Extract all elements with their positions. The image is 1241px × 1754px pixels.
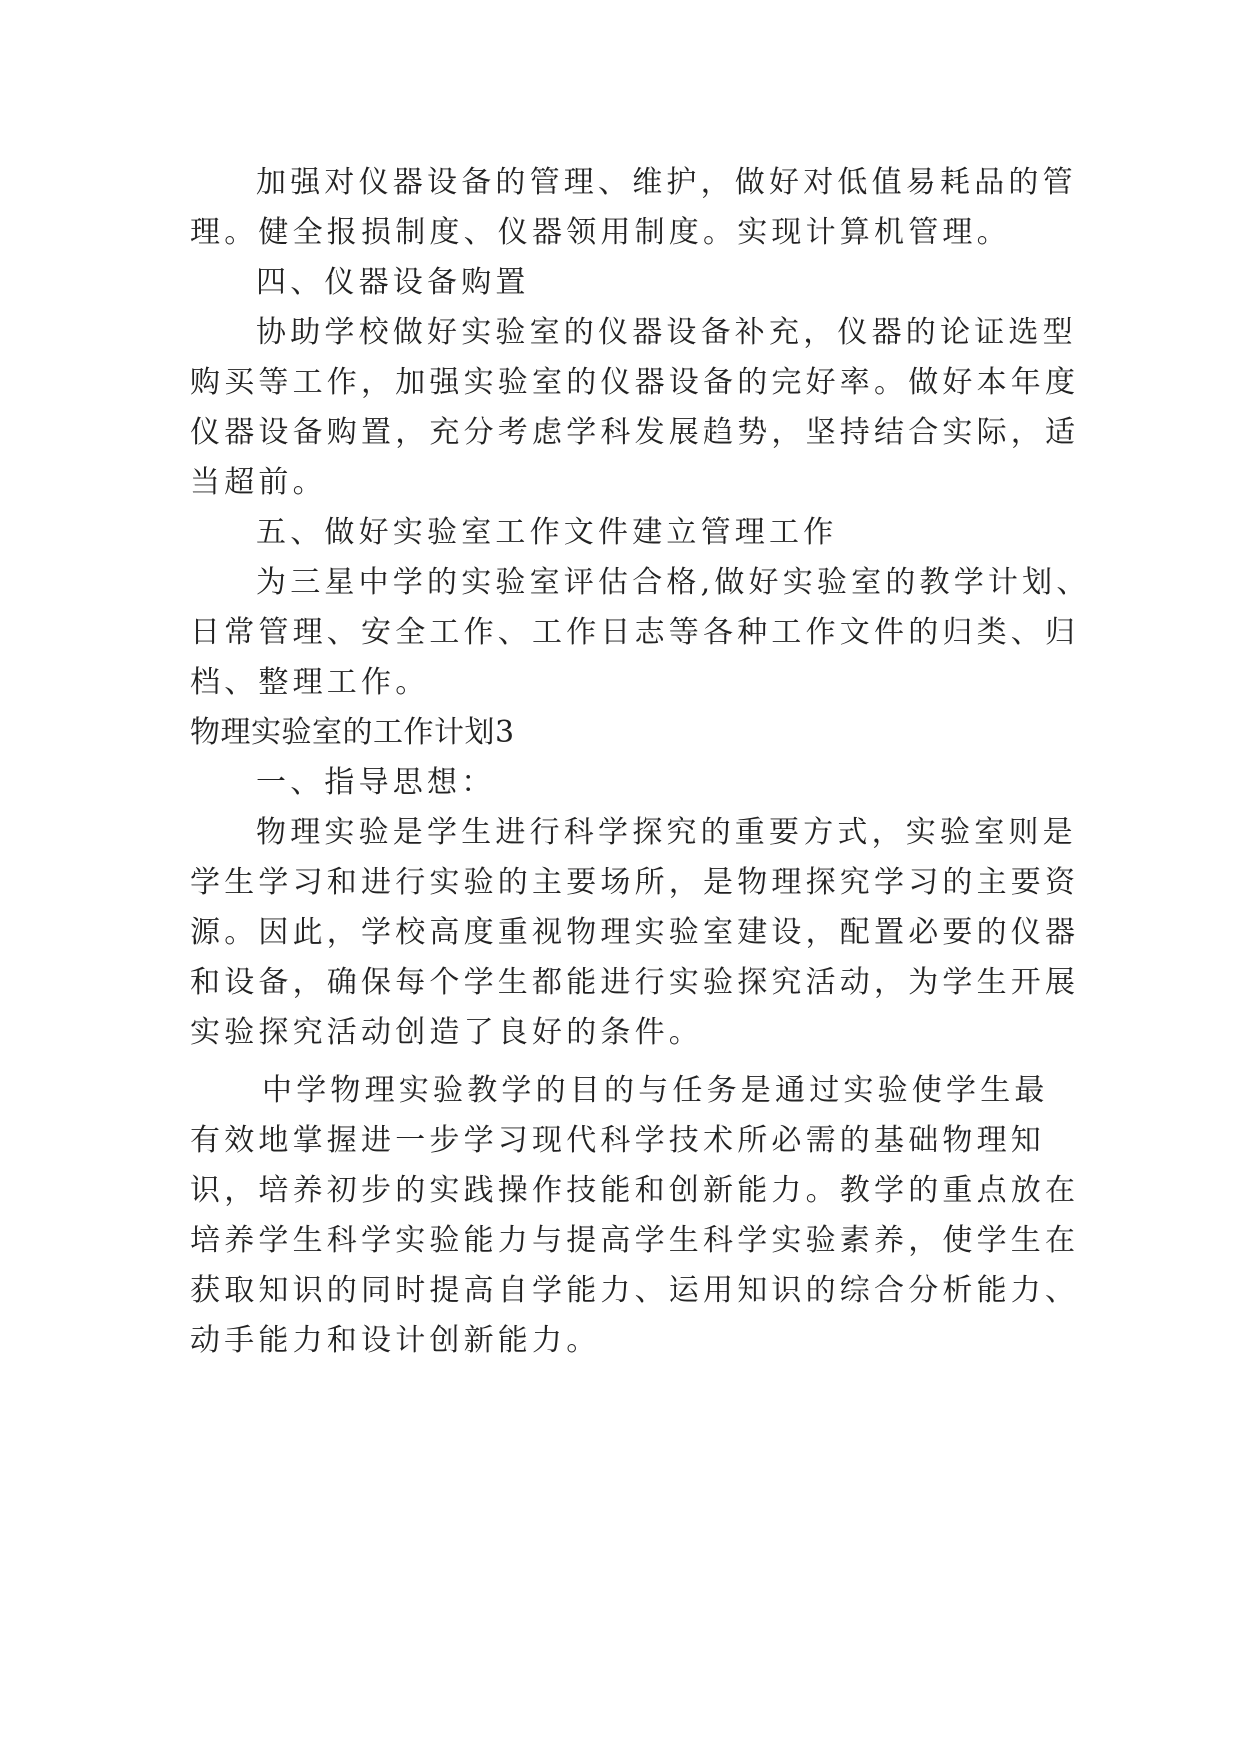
text-line: 动手能力和设计创新能力。	[190, 1323, 601, 1358]
section-heading: 一、指导思想：	[256, 765, 496, 800]
document-title: 物理实验室的工作计划3	[190, 715, 515, 750]
text-line: 购买等工作，加强实验室的仪器设备的完好率。做好本年度	[190, 365, 1080, 400]
text-line: 源。因此，学校高度重视物理实验室建设，配置必要的仪器	[190, 915, 1080, 950]
text-line: 培养学生科学实验能力与提高学生科学实验素养，使学生在	[190, 1223, 1080, 1258]
text-line: 中学物理实验教学的目的与任务是通过实验使学生最	[262, 1073, 1049, 1108]
section-heading: 四、仪器设备购置	[256, 265, 530, 300]
text-line: 为三星中学的实验室评估合格,做好实验室的教学计划、	[256, 565, 1091, 600]
text-line: 识，培养初步的实践操作技能和创新能力。教学的重点放在	[190, 1173, 1080, 1208]
text-line: 日常管理、安全工作、工作日志等各种工作文件的归类、归	[190, 615, 1080, 650]
text-line: 协助学校做好实验室的仪器设备补充，仪器的论证选型	[256, 315, 1077, 350]
text-line: 档、整理工作。	[190, 665, 430, 700]
text-line: 学生学习和进行实验的主要场所，是物理探究学习的主要资	[190, 865, 1080, 900]
text-line: 加强对仪器设备的管理、维护，做好对低值易耗品的管	[256, 165, 1077, 200]
text-line: 和设备，确保每个学生都能进行实验探究活动，为学生开展	[190, 965, 1080, 1000]
document-body	[190, 158, 1091, 1366]
text-line: 理。健全报损制度、仪器领用制度。实现计算机管理。	[190, 215, 1011, 250]
text-line: 实验探究活动创造了良好的条件。	[190, 1015, 703, 1050]
text-line: 有效地掌握进一步学习现代科学技术所必需的基础物理知	[190, 1123, 1045, 1158]
text-line: 仪器设备购置，充分考虑学科发展趋势，坚持结合实际，适	[190, 415, 1080, 450]
text-line: 获取知识的同时提高自学能力、运用知识的综合分析能力、	[190, 1273, 1080, 1308]
section-heading: 五、做好实验室工作文件建立管理工作	[256, 515, 838, 550]
text-line: 当超前。	[190, 465, 327, 500]
text-line: 物理实验是学生进行科学探究的重要方式，实验室则是	[256, 815, 1077, 850]
